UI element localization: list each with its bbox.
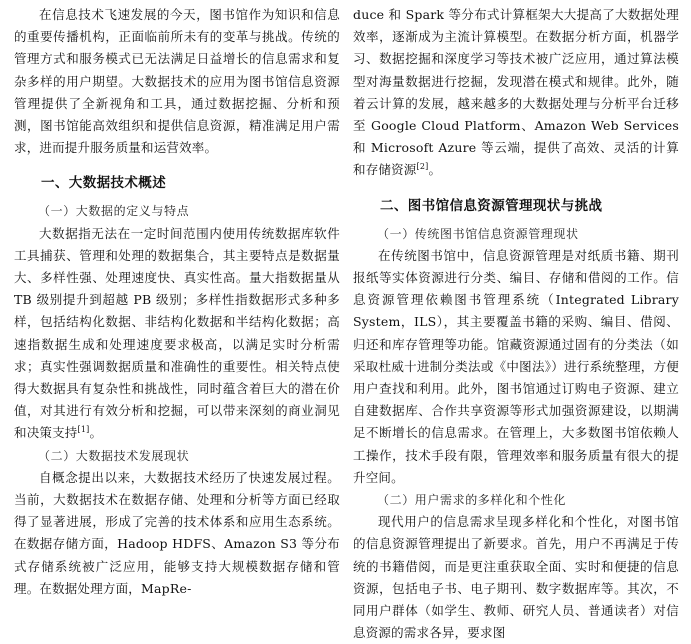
section-1-subsection-2-heading: （二）大数据技术发展现状 (38, 448, 190, 463)
intro-paragraph: 在信息技术飞速发展的今天，图书馆作为知识和信息的重要传播机构，正面临前所未有的变革与挑战。传统的管理方式和服务模式已无法满足日益增长的信息需求和复杂多样的用户期望。大数据技术的应用为图书馆信息资源管理提供了全新视角和工具，通过数据挖掘、分析和预测，图书馆能高效组织和提供信息资源，精准满足用户需求，进而提升服务质量和运营效率。 (14, 7, 340, 156)
section-2-subsection-1-heading: （一）传统图书馆信息资源管理现状 (377, 226, 579, 241)
section-2-subsection-1-paragraph: 在传统图书馆中，信息资源管理是对纸质书籍、期刊报纸等实体资源进行分类、编目、存储和借阅的工作。信息资源管理依赖图书管理系统（Integrated Library System，ILS），其主要覆盖书籍的采购、编目、借阅、归还和库存管理等功能。馆藏资源通过固有的分类法（如采取杜威十进制分类法或《中图法》）进行系统整理，方便用户查找和利用。此外，图书馆通过订购电子资源、建立自建数据库、合作共享资源等形式加强资源建设，以期满足不断增长的信息需求。在管理上，大多数图书馆依赖人工操作，技术手段有限，管理效率和服务质量有很大的提升空间。 (353, 247, 679, 485)
section-2-heading: 二、图书馆信息资源管理现状与挑战 (380, 197, 603, 214)
citation-2: [2] (416, 162, 429, 172)
sentence-end: 。 (428, 162, 442, 178)
section-1-heading: 一、大数据技术概述 (41, 175, 167, 192)
sentence-end: 。 (89, 425, 103, 441)
section-1-subsection-1-paragraph (14, 223, 340, 445)
section-2-subsection-2-paragraph: 现代用户的信息需求呈现多样化和个性化，对图书馆的信息资源管理提出了新要求。首先，用户不再满足于传统的书籍借阅，而是更注重获取全面、实时和便捷的信息资源，包括电子书、电子期刊、数字数据库等。其次，不同用户群体（如学生、教师、研究人员、普通读者）对信息资源的需求各异，要求图 (353, 514, 679, 641)
continued-paragraph-text: duce 和 Spark 等分布式计算框架大大提高了大数据处理效率，逐渐成为主流计算模型。在数据分析方面，机器学习、数据挖掘和深度学习等技术被广泛应用，通过算法模型对海量数据进行挖掘，发现潜在模式和规律。此外，随着云计算的发展，越来越多的大数据处理与分析平台迁移至 Google Cloud Platform、Amazon Web Services 和 Microsoft Azure 等云端，提供了高效、灵活的计算和存储资源 (353, 7, 679, 178)
section-1-subsection-2-paragraph: 自概念提出以来，大数据技术经历了快速发展过程。当前，大数据技术在数据存储、处理和分析等方面已经取得了显著进展，形成了完善的技术体系和应用生态系统。在数据存储方面，Hadoop HDFS、Amazon S3 等分布式存储系统被广泛应用，能够支持大规模数据存储和管理。在数据处理方面，MapRe- (14, 469, 340, 596)
citation-1: [1] (77, 425, 90, 435)
right-column (353, 4, 679, 644)
section-1-subsection-1-heading: （一）大数据的定义与特点 (38, 204, 190, 219)
section-1-subsection-1-text: 大数据指无法在一定时间范围内使用传统数据库软件工具捕获、管理和处理的数据集合，其主要特点是数据量大、多样性强、处理速度快、真实性高。量大指数据量从 TB 级别提升到超越 PB 级别；多样性指数据形式多种多样，包括结构化数据、非结构化数据和半结构化数据；高速指数据生成和处理速度要求极高，以满足实时分析需求；真实性强调数据质量和准确性的重要性。相关特点使得大数据具有复杂性和挑战性，同时蕴含着巨大的潜在价值，对其进行有效分析和挖掘，可以带来深刻的商业洞见和决策支持 (14, 225, 340, 441)
continued-paragraph (353, 4, 679, 182)
left-column (14, 4, 340, 600)
section-2-subsection-2-heading: （二）用户需求的多样化和个性化 (377, 493, 567, 508)
